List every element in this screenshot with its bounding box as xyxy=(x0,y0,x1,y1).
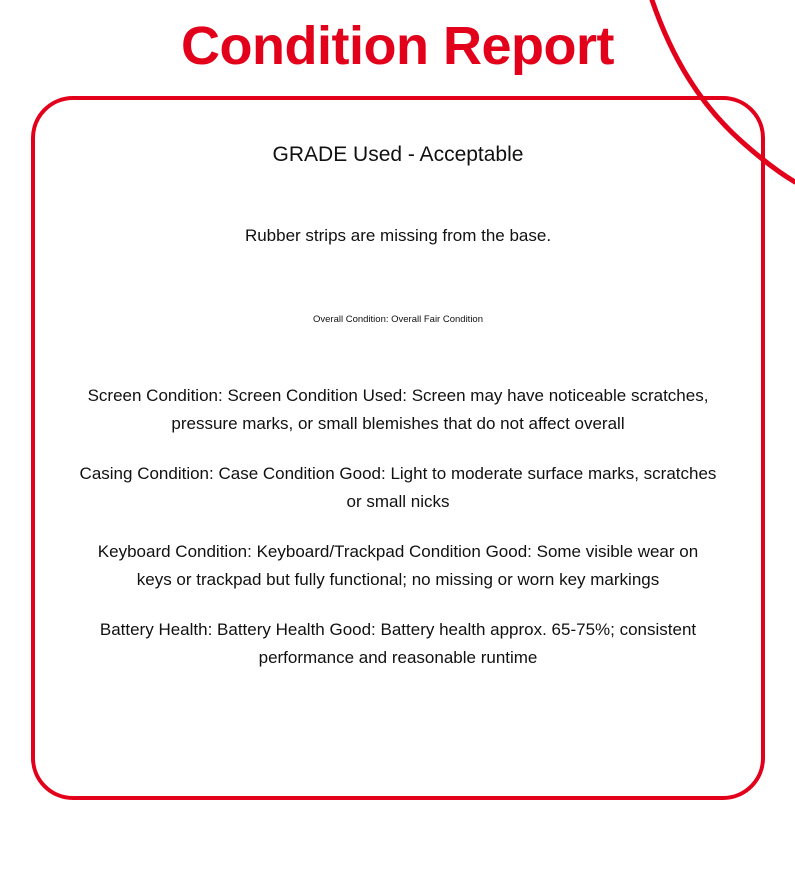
detail-casing-condition: Casing Condition: Case Condition Good: Light to moderate surface marks, scratches or small nicks xyxy=(79,464,717,511)
report-content xyxy=(31,96,765,800)
detail-keyboard-condition: Keyboard Condition: Keyboard/Trackpad Condition Good: Some visible wear on keys or trackpad but fully functional; no missing or worn key markings xyxy=(97,542,699,589)
overall-condition-line: Overall Condition: Overall Fair Condition xyxy=(312,314,484,325)
detail-battery-health: Battery Health: Battery Health Good: Battery health approx. 65-75%; consistent performance and reasonable runtime xyxy=(99,620,697,667)
grade-line: GRADE Used - Acceptable xyxy=(272,143,524,166)
page-title: Condition Report xyxy=(181,16,614,76)
summary-line: Rubber strips are missing from the base. xyxy=(244,226,552,245)
detail-screen-condition: Screen Condition: Screen Condition Used: Screen may have noticeable scratches, pressure marks, or small blemishes that do not affect overall xyxy=(87,386,709,433)
condition-details-list xyxy=(73,382,723,672)
